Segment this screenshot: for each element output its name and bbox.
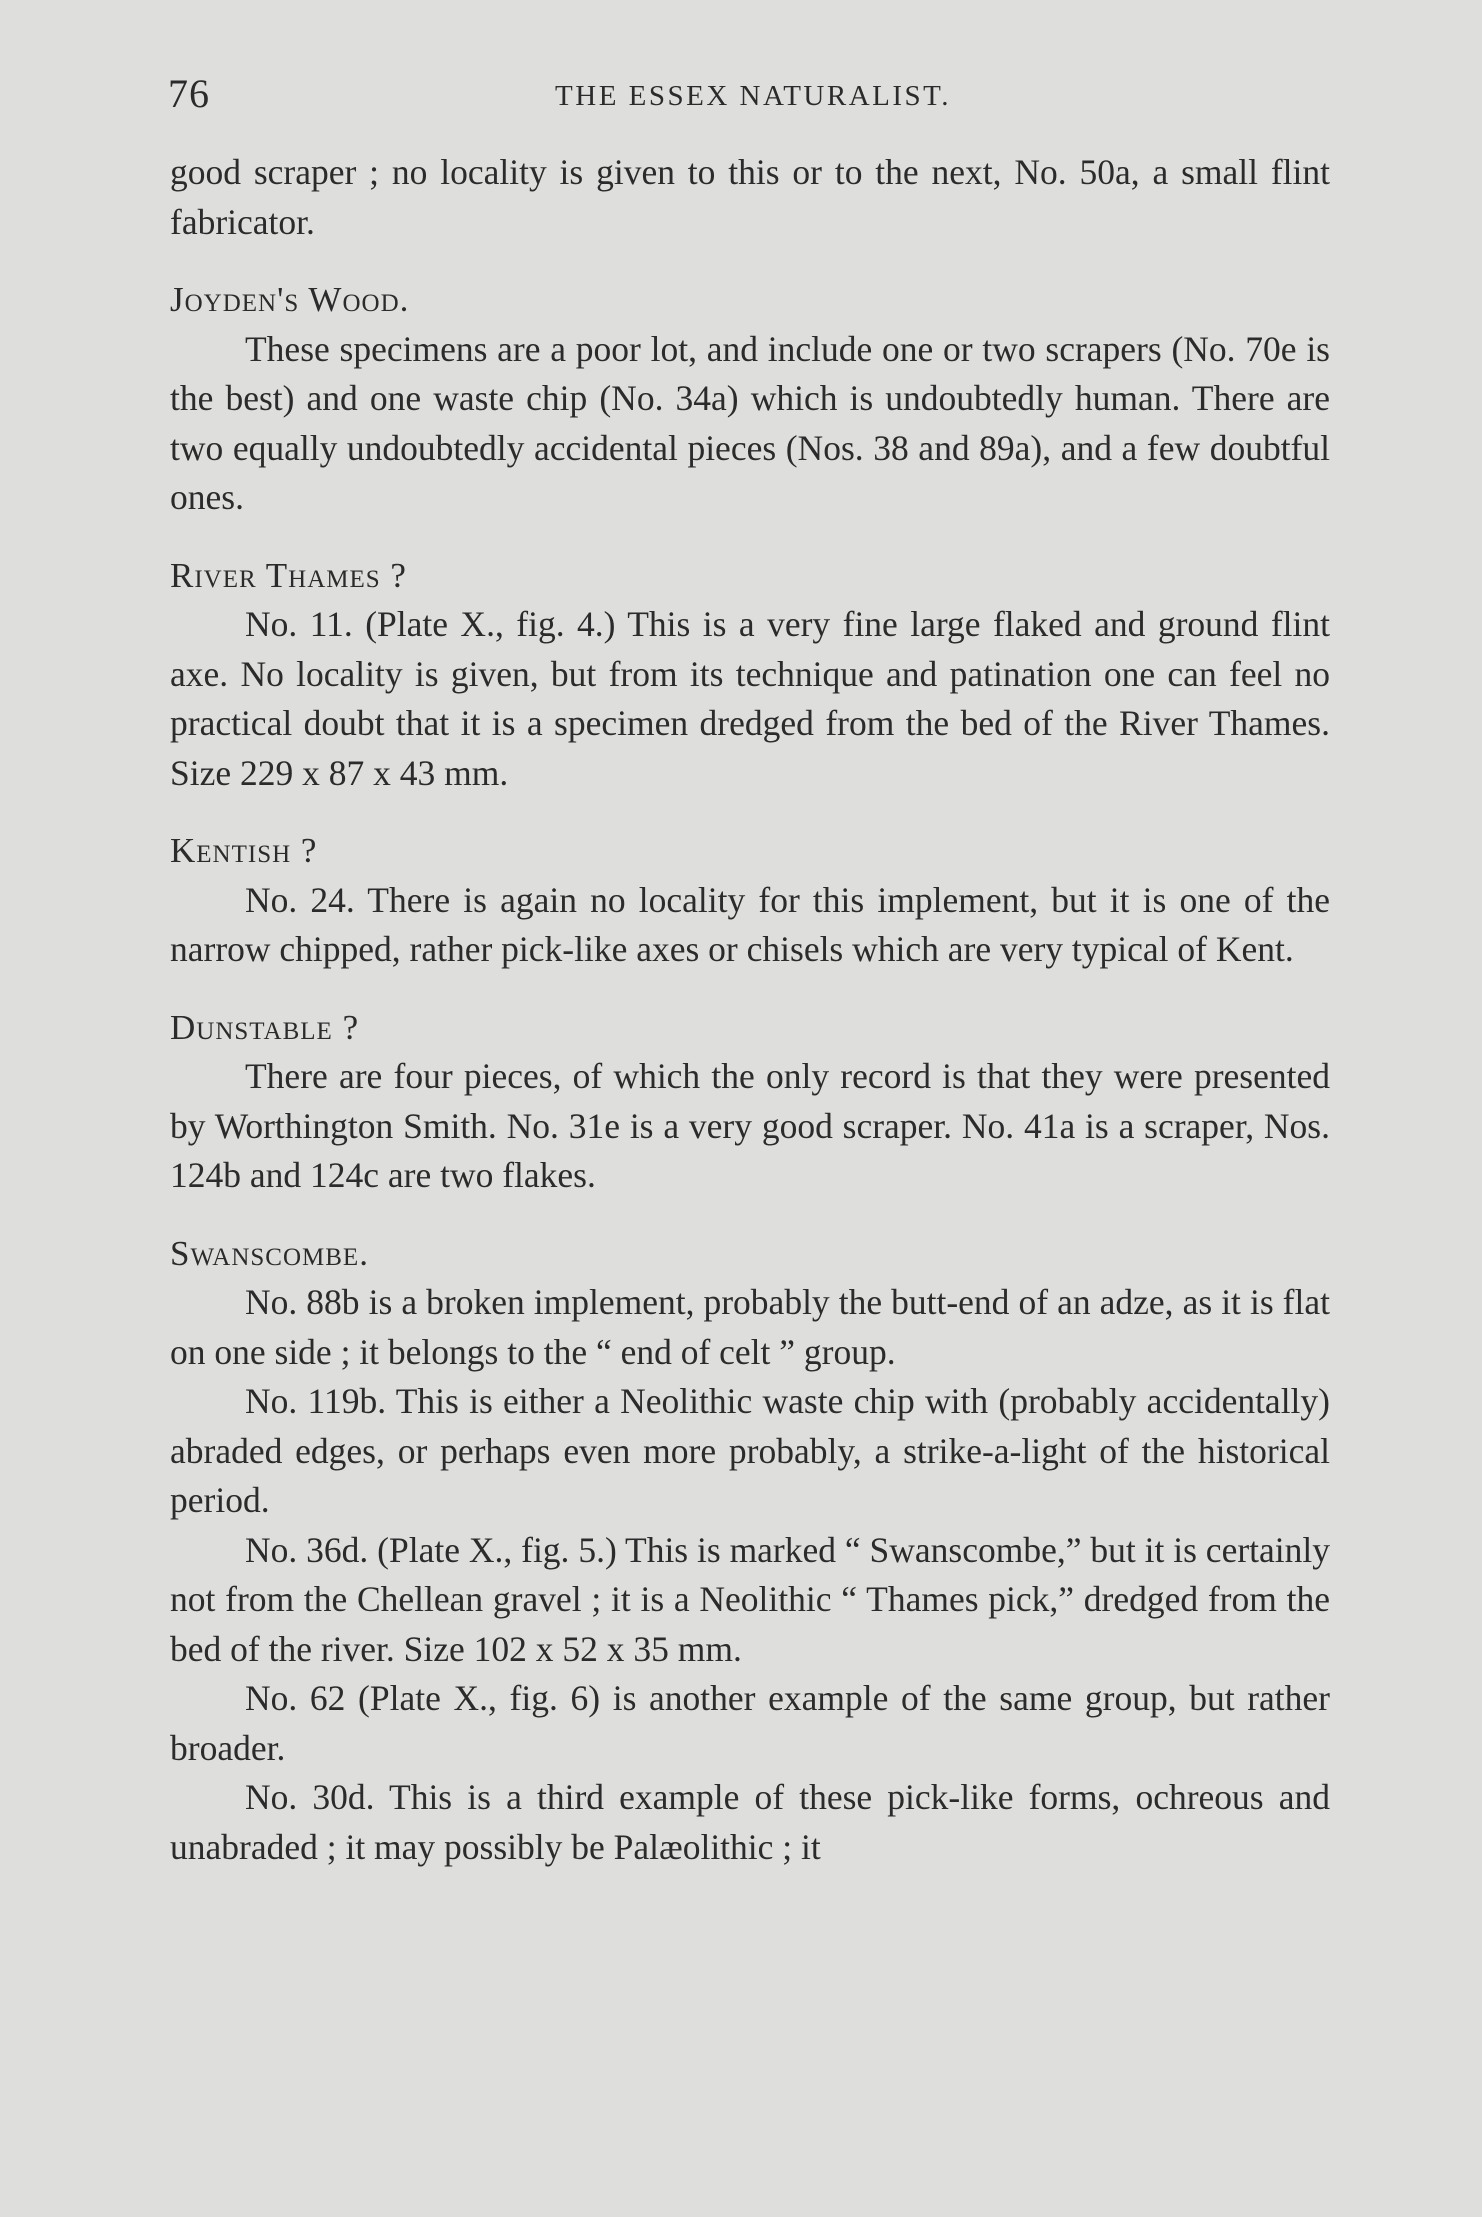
body-text [170, 148, 1330, 1872]
paragraph-swanscombe-30d: No. 30d. This is a third example of these pick-like forms, ochreous and unabraded ; it may possibly be Palæolithic ; it [170, 1777, 1330, 1867]
paragraph-swanscombe-62: No. 62 (Plate X., fig. 6) is another example of the same group, but rather broader. [170, 1678, 1330, 1768]
section-heading-dunstable: Dunstable ? [170, 1007, 360, 1047]
page-number: 76 [168, 71, 210, 116]
paragraph-dunstable: There are four pieces, of which the only record is that they were presented by Worthington Smith. No. 31e is a very good scraper. No. 41a is a scraper, Nos. 124b and 124c are two flakes. [170, 1056, 1330, 1195]
journal-title: THE ESSEX NATURALIST. [555, 80, 951, 112]
paragraph-swanscombe-119b: No. 119b. This is either a Neolithic waste chip with (probably accidentally) abraded edges, or perhaps even more probably, a strike-a-light of the historical period. [170, 1381, 1330, 1520]
paragraph-kentish: No. 24. There is again no locality for this implement, but it is one of the narrow chipped, rather pick-like axes or chisels which are very typical of Kent. [170, 879, 1330, 969]
paragraph-swanscombe-88b: No. 88b is a broken implement, probably the butt-end of an adze, as it is flat on one side ; it belongs to the “ end of celt ” group. [170, 1282, 1330, 1372]
section-heading-joydens-wood: Joyden's Wood. [170, 280, 410, 319]
paragraph-swanscombe-36d: No. 36d. (Plate X., fig. 5.) This is marked “ Swanscombe,” but it is certainly not from the Chellean gravel ; it is a Neolithic “ Thames pick,” dredged from the bed of the river. Size 102 x 52 x 35 mm. [170, 1529, 1330, 1669]
paragraph-joydens-wood: These specimens are a poor lot, and include one or two scrapers (No. 70e is the best) and one waste chip (No. 34a) which is undoubtedly human. There are two equally undoubtedly accidental pieces (Nos. 38 and 89a), and a few doubtful ones. [170, 328, 1330, 517]
section-heading-kentish: Kentish ? [170, 831, 318, 870]
running-header [168, 70, 1338, 120]
section-heading-swanscombe: Swanscombe. [170, 1233, 369, 1273]
section-heading-river-thames: River Thames ? [170, 555, 407, 595]
intro-paragraph: good scraper ; no locality is given to this or to the next, No. 50a, a small flint fabricator. [170, 152, 1330, 242]
paragraph-river-thames: No. 11. (Plate X., fig. 4.) This is a very fine large flaked and ground flint axe. No locality is given, but from its technique and patination one can feel no practical doubt that it is a specimen dredged from the bed of the River Thames. Size 229 x 87 x 43 mm. [170, 604, 1330, 793]
